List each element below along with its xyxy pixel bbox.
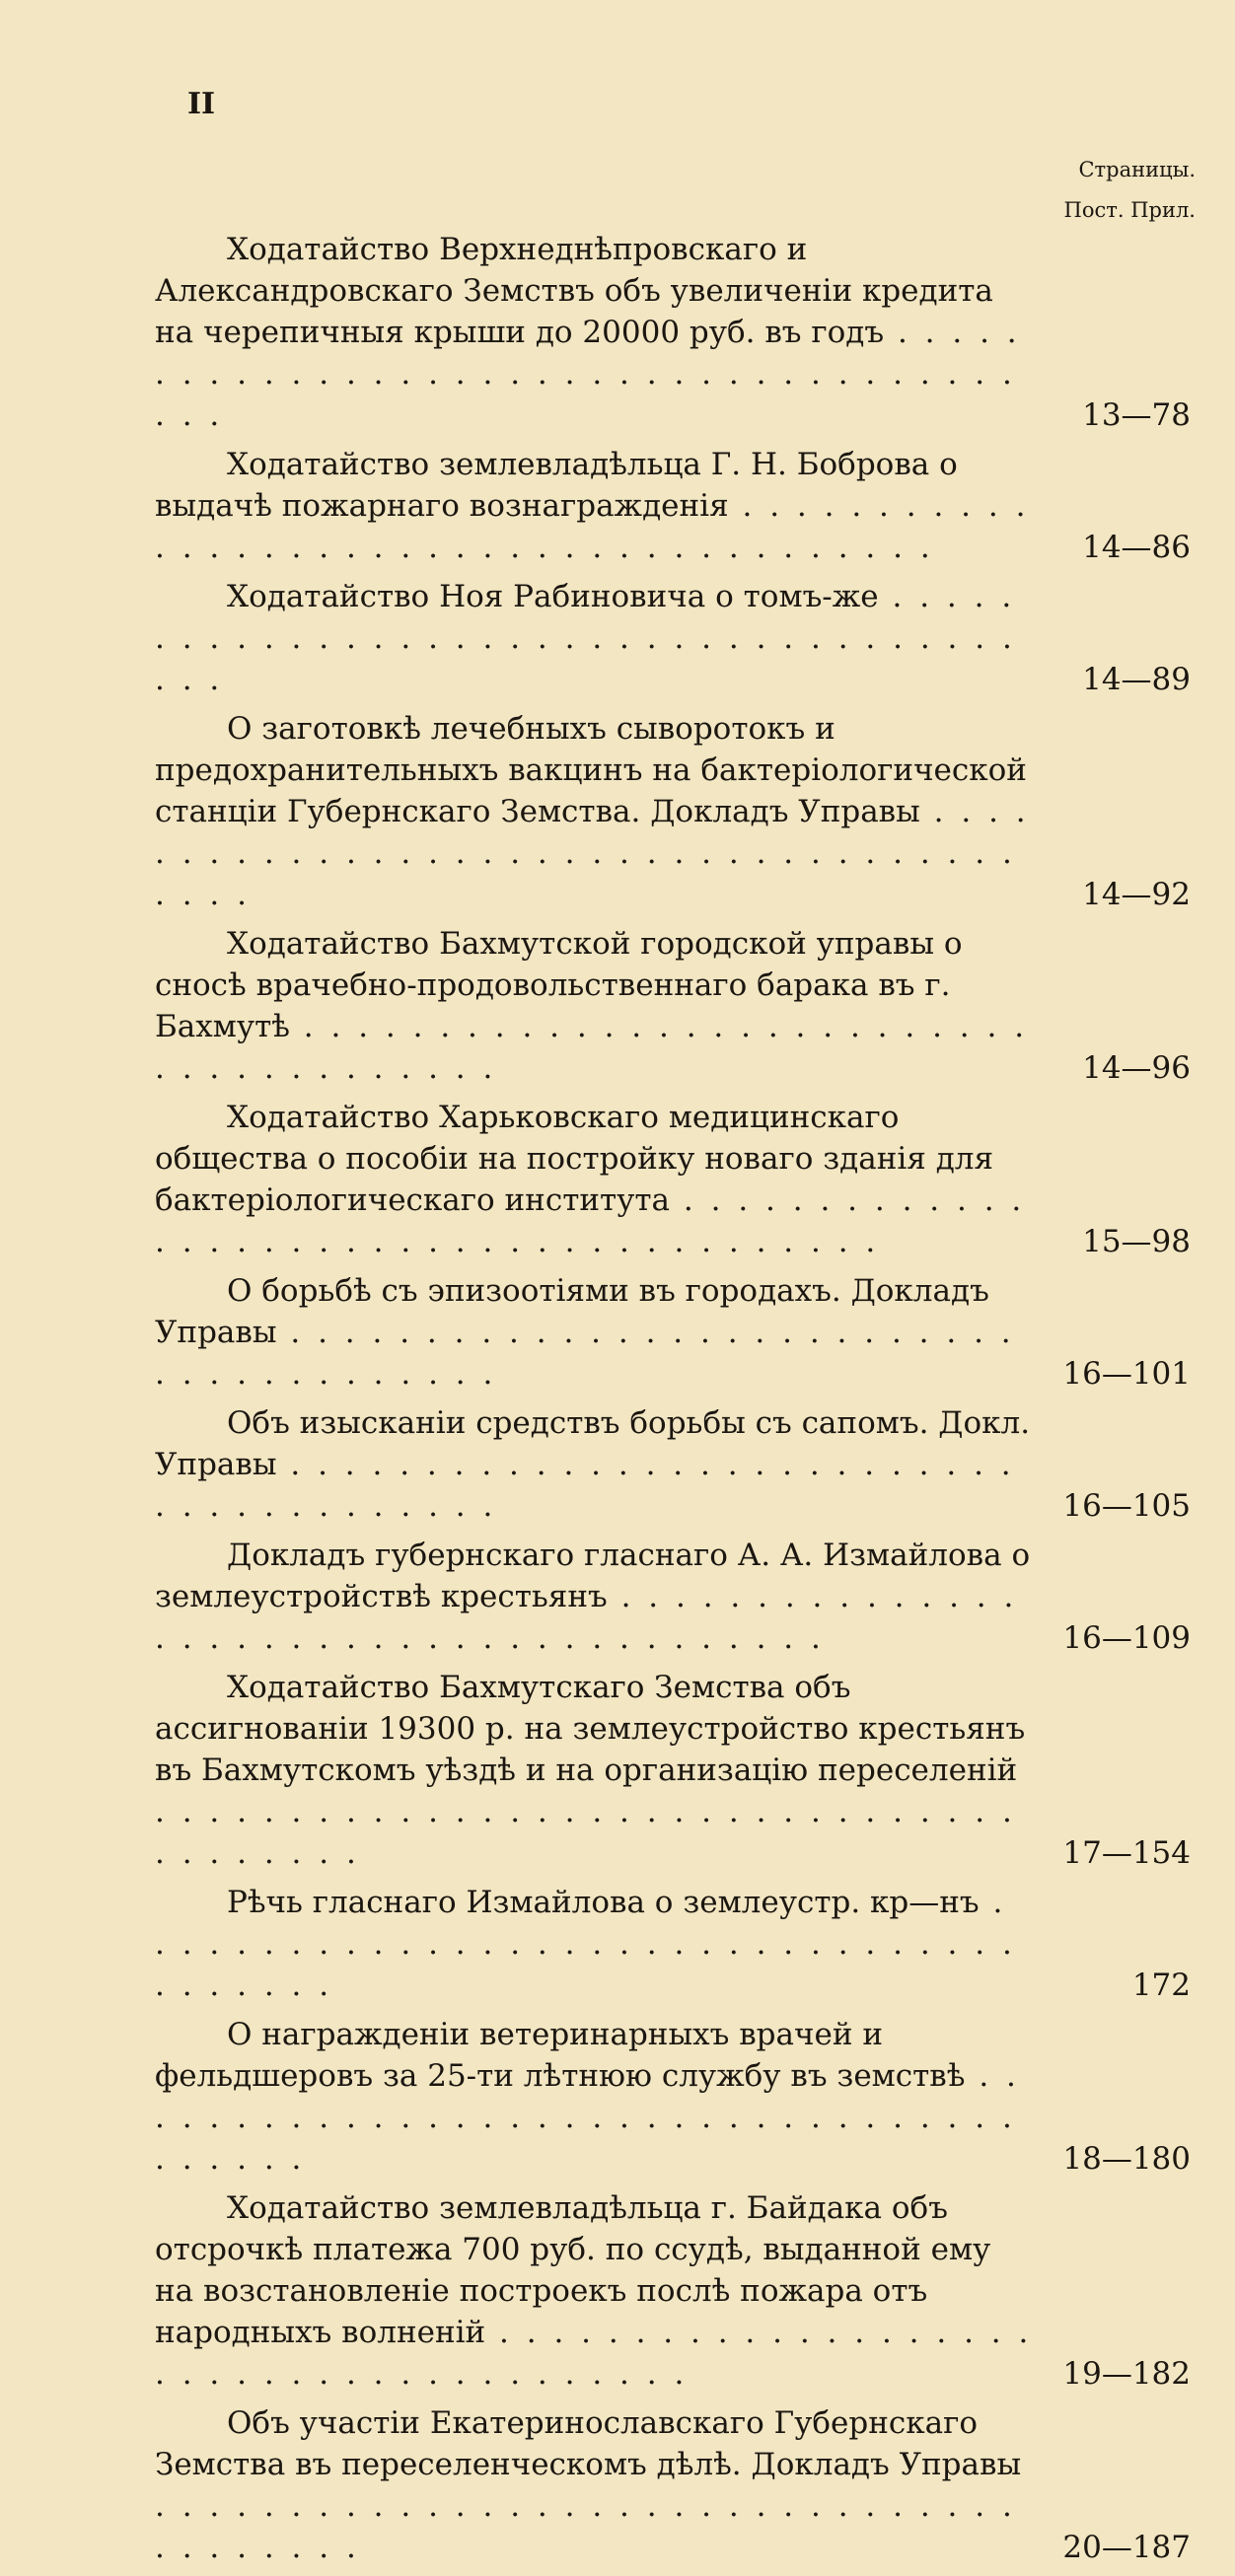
entry-title: Ходатайство Бахмутскаго Земства объ ассигнованіи 19300 р. на землеустройство крестьянъ въ Бахмутскомъ уѣздѣ и на организацію переселеній . . .	[155, 1667, 1033, 1874]
table-of-contents	[155, 229, 1191, 2576]
entry-pages: 14—89	[1043, 659, 1191, 700]
entry-pages: 13—78	[1043, 394, 1191, 436]
toc-entry	[155, 2014, 1191, 2180]
entry-title: Ходатайство Харьковскаго медицинскаго общества о пособіи на постройку новаго зданія для бактеріологическаго института . . .	[155, 1097, 1033, 1262]
toc-entry	[155, 1402, 1191, 1527]
entry-title: О награжденіи ветеринарныхъ врачей и фельдшеровъ за 25-ти лѣтнюю службу въ земствѣ . . .	[155, 2014, 1033, 2180]
entry-pages: 19—182	[1043, 2353, 1191, 2395]
entry-pages: 16—101	[1043, 1353, 1191, 1395]
entry-pages: 16—105	[1043, 1485, 1191, 1527]
entry-title: Докладъ губернскаго гласнаго А. А. Измайлова о землеустройствѣ крестьянъ . . .	[155, 1535, 1033, 1659]
entry-pages: 16—109	[1043, 1617, 1191, 1659]
entry-pages: 15—98	[1043, 1221, 1191, 1262]
entry-pages: 14—92	[1043, 874, 1191, 915]
entry-title: Ходатайство Верхнеднѣпровскаго и Александровскаго Земствъ объ увеличеніи кредита на черепичныя крыши до 20000 руб. въ годъ . . .	[155, 229, 1033, 436]
entry-title: Ходатайство землевладѣльца Г. Н. Боброва о выдачѣ пожарнаго вознагражденія . . .	[155, 444, 1033, 568]
toc-entry	[155, 229, 1191, 436]
entry-title: О заготовкѣ лечебныхъ сыворотокъ и предохранительныхъ вакцинъ на бактеріологической станціи Губернскаго Земства. Докладъ Управы . . .	[155, 708, 1033, 915]
toc-entry	[155, 1882, 1191, 2006]
entry-pages: 17—154	[1043, 1832, 1191, 1874]
entry-pages: 14—96	[1043, 1047, 1191, 1089]
entry-title: Ходатайство землевладѣльца г. Байдака объ отсрочкѣ платежа 700 руб. по ссудѣ, выданной ему на возстановленіе построекъ послѣ пожара отъ народныхъ волненій . . .	[155, 2187, 1033, 2395]
entry-title: Объ изысканіи средствъ борьбы съ сапомъ. Докл. Управы . . .	[155, 1402, 1033, 1527]
entry-pages: 14—86	[1043, 527, 1191, 568]
entry-title: Объ участіи Екатеринославскаго Губернскаго Земства въ переселенческомъ дѣлѣ. Докладъ Управы . . .	[155, 2402, 1033, 2568]
entry-title: Ходатайство Бахмутской городской управы о сносѣ врачебно-продовольственнаго барака въ г. Бахмутѣ . . .	[155, 923, 1033, 1089]
toc-entry	[155, 2402, 1191, 2568]
toc-entry	[155, 1097, 1191, 1262]
toc-entry	[155, 576, 1191, 700]
pages-column-header: Страницы.	[1078, 158, 1196, 181]
toc-entry	[155, 444, 1191, 568]
entry-pages: 18—180	[1043, 2138, 1191, 2180]
toc-entry	[155, 1667, 1191, 1874]
entry-title: Ходатайство Ноя Рабиновича о томъ-же . . .	[155, 576, 1033, 700]
entry-title: Рѣчь гласнаго Измайлова о землеустр. кр—нъ . . .	[155, 1882, 1033, 2006]
page-number: II	[187, 87, 216, 121]
toc-entry	[155, 1270, 1191, 1395]
toc-entry	[155, 708, 1191, 915]
entry-pages: 172	[1043, 1965, 1191, 2006]
toc-entry	[155, 2187, 1191, 2395]
entry-title: О борьбѣ съ эпизоотіями въ городахъ. Докладъ Управы . . .	[155, 1270, 1033, 1395]
toc-entry	[155, 923, 1191, 1089]
columns-subheader: Пост. Прил.	[1063, 198, 1196, 222]
toc-entry	[155, 1535, 1191, 1659]
entry-pages: 20—187	[1043, 2527, 1191, 2568]
